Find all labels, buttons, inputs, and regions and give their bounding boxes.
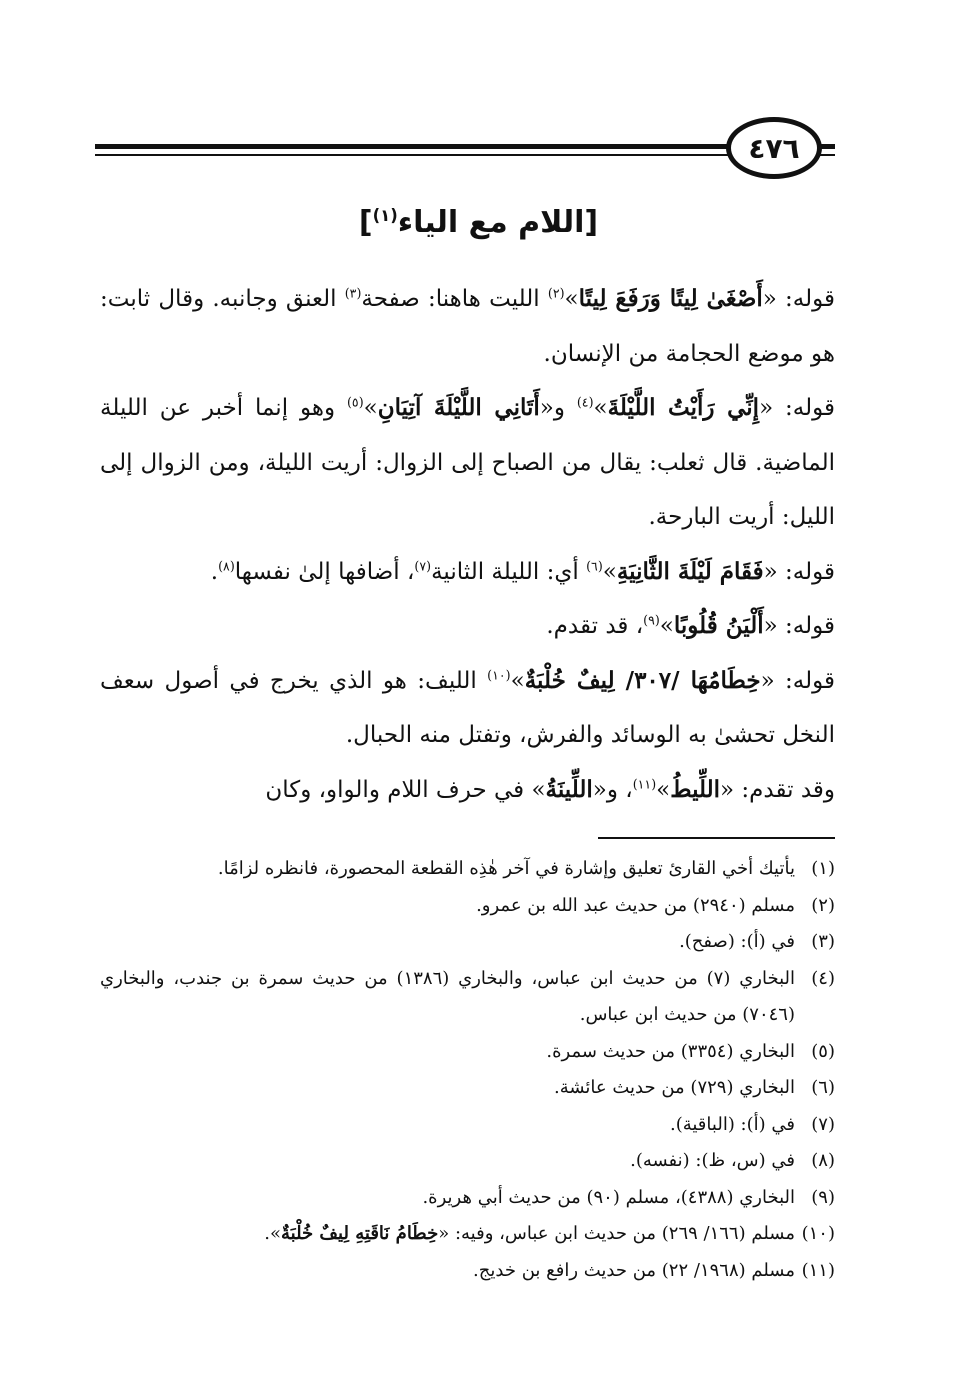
footnote-number: (٢) bbox=[811, 894, 835, 916]
page-number-ornament bbox=[726, 117, 822, 179]
footnote-number: (٧) bbox=[811, 1113, 835, 1135]
footnote-text: مسلم (٢٩٤٠) من حديث عبد الله بن عمرو. bbox=[476, 894, 795, 916]
footnote-number: (٨) bbox=[811, 1150, 835, 1171]
paragraph-4 bbox=[100, 599, 835, 654]
paragraph-3 bbox=[100, 545, 835, 600]
footnote bbox=[100, 1143, 835, 1180]
paragraph-5 bbox=[100, 654, 835, 763]
footnote-ref: (١١) bbox=[632, 775, 657, 791]
text: » bbox=[656, 776, 671, 803]
text: و« bbox=[539, 395, 577, 421]
footnote-number: (٦) bbox=[811, 1077, 835, 1098]
footnote bbox=[100, 1216, 835, 1253]
text: قوله: « bbox=[763, 558, 835, 585]
text: ، قد تقدم. bbox=[546, 613, 644, 639]
text: » bbox=[602, 558, 617, 585]
footnote-ref: (١٠) bbox=[487, 666, 511, 682]
footnote-text: البخاري (٧) من حديث ابن عباس، والبخاري (١٣٨٦) من حديث سمرة بن جندب، والبخاري (٧٠٤٦) من حديث ابن عباس. bbox=[100, 967, 796, 1025]
text: قوله: « bbox=[763, 613, 835, 639]
chapter-title bbox=[0, 205, 957, 240]
text: » bbox=[593, 395, 608, 421]
hadith-quote: أَلْيَنُ قُلُوبًا bbox=[673, 612, 764, 639]
footnote-number: (١١) bbox=[801, 1259, 835, 1281]
page-number: ٤٧٦ bbox=[748, 131, 800, 165]
chapter-title-text: [اللام مع الياء bbox=[397, 205, 599, 240]
text: أي: الليلة الثانية bbox=[431, 558, 587, 585]
hadith-quote: إِنِّي رَأَيْتُ اللَّيْلَةَ bbox=[607, 394, 760, 421]
footnote-text: في (أ): (صفح). bbox=[679, 931, 795, 952]
main-text bbox=[100, 272, 835, 817]
footnote bbox=[100, 888, 835, 925]
chapter-title-close: ] bbox=[358, 205, 373, 240]
text: وقد تقدم: « bbox=[720, 776, 835, 803]
text: . bbox=[210, 558, 219, 585]
paragraph-1 bbox=[100, 272, 835, 381]
footnote-number: (١) bbox=[811, 858, 835, 879]
footnote-text-part: ». bbox=[264, 1223, 281, 1244]
footnote-ref: (٥) bbox=[346, 394, 364, 410]
footnote-text: مسلم (١٩٦٨/ ٢٢) من حديث رافع بن خديج. bbox=[473, 1259, 795, 1281]
footnote-number: (٩) bbox=[811, 1186, 835, 1208]
footnote-text bbox=[100, 1216, 795, 1253]
footnote-number: (٤) bbox=[811, 967, 835, 989]
footnote-text: البخاري (٤٣٨٨)، مسلم (٩٠) من حديث أبي هريرة. bbox=[422, 1186, 795, 1208]
text: » bbox=[510, 667, 525, 694]
footnote-text: البخاري (٧٢٩) من حديث عائشة. bbox=[553, 1077, 795, 1098]
footnote bbox=[100, 1107, 835, 1144]
footnote bbox=[100, 1253, 835, 1290]
footnote-text: في (س، ظ): (نفسه). bbox=[630, 1150, 795, 1171]
paragraph-2 bbox=[100, 381, 835, 545]
footnote bbox=[100, 961, 835, 1034]
footnote-number: (١٠) bbox=[801, 1223, 835, 1244]
footnote-ref: (٦) bbox=[586, 557, 603, 573]
footnote-ref: (٢) bbox=[547, 285, 565, 301]
text: وهو إنما أخبر عن الليلة الماضية. قال ثعلب: يقال من الصباح إلى الزوال: أريت الليلة، ومن الزوال إلى الليل: أريت البارحة. bbox=[100, 395, 835, 530]
footnote bbox=[100, 1180, 835, 1217]
footnote-ref: (٨) bbox=[218, 557, 235, 573]
footnote bbox=[100, 1034, 835, 1071]
text: ، و« bbox=[592, 776, 633, 803]
text: » bbox=[659, 613, 674, 639]
paragraph-6 bbox=[100, 763, 835, 818]
hadith-quote: خِطَامُ نَاقَتِهِ لِيفٌ خُلْبَةٌ bbox=[280, 1223, 439, 1244]
hadith-quote: اللِّينَةُ bbox=[545, 775, 593, 803]
footnote-text: يأتيك أخي القارئ تعليق وإشارة في آخر هٰذِه القطعة المحصورة، فانظره لزامًا. bbox=[217, 858, 795, 879]
footnote-number: (٥) bbox=[811, 1040, 835, 1062]
text: قوله: « bbox=[759, 395, 835, 421]
footnote-number: (٣) bbox=[811, 931, 835, 952]
text: قوله: « bbox=[762, 286, 836, 312]
footnote-ref: (٣) bbox=[344, 285, 362, 301]
hadith-quote: اللِّيطُ bbox=[670, 775, 721, 803]
footnote-ref: (٧) bbox=[414, 557, 432, 573]
header-rule bbox=[95, 144, 835, 149]
hadith-quote: أَتَانِي اللَّيْلَةَ آتِيَانِ bbox=[377, 394, 540, 421]
footnote-text: في (أ): (الباقية). bbox=[669, 1113, 795, 1135]
footnote bbox=[100, 1070, 835, 1107]
text: الليت هاهنا: صفحة bbox=[361, 286, 548, 312]
footnote-text-part: مسلم (١٦٦/ ٢٦٩) من حديث ابن عباس، وفيه: « bbox=[438, 1223, 795, 1244]
text: العنق وجانبه. وقال ثابت: هو موضع الحجامة من الإنسان. bbox=[100, 286, 835, 367]
text: ، أضافها إلىٰ نفسها bbox=[234, 558, 415, 585]
footnote-text: البخاري (٣٣٥٤) من حديث سمرة. bbox=[546, 1040, 795, 1062]
text: » bbox=[564, 286, 579, 312]
footnote-separator bbox=[598, 837, 835, 839]
hadith-quote: أَصْغَىٰ لِيتًا وَرَفَعَ لِيتًا bbox=[578, 285, 763, 312]
chapter-title-ref: (١) bbox=[372, 206, 398, 225]
footnote-ref: (٩) bbox=[643, 612, 660, 628]
hadith-quote: فَقَامَ لَيْلَةَ الثَّانِيَةِ bbox=[616, 557, 764, 585]
text: قوله: « bbox=[760, 667, 836, 694]
hadith-quote: خِطَامُهَا /٣٠٧/ لِيفٌ خُلْبَةٌ bbox=[524, 666, 761, 694]
footnotes bbox=[100, 851, 835, 1289]
footnote bbox=[100, 924, 835, 961]
header-rule-thin bbox=[95, 154, 835, 156]
footnote-ref: (٤) bbox=[576, 394, 594, 410]
text: الليف: هو الذي يخرج في أصول سعف النخل تحشىٰ به الوسائد والفرش، وتفتل منه الحبال. bbox=[100, 667, 835, 748]
footnote bbox=[100, 851, 835, 888]
text: » في حرف اللام والواو، وكان bbox=[265, 776, 546, 803]
text: » bbox=[363, 395, 378, 421]
